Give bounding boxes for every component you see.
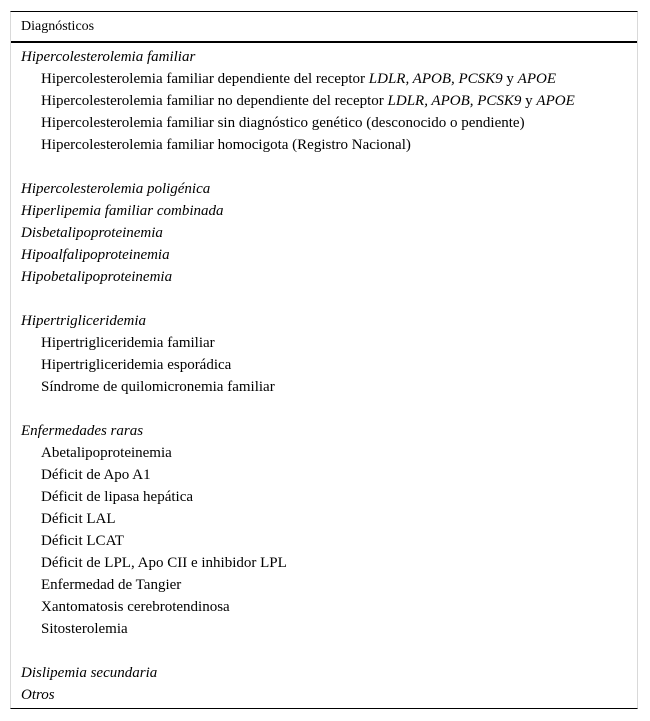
subitem-row: Déficit de LPL, Apo CII e inhibidor LPL xyxy=(41,555,287,571)
subitem-row: Hipercolesterolemia familiar homocigota (Registro Nacional) xyxy=(41,137,411,153)
subitem-row: Hipertrigliceridemia familiar xyxy=(41,335,215,351)
subitem-row: Enfermedad de Tangier xyxy=(41,577,182,593)
spacer-row xyxy=(11,156,637,178)
connector-text: y xyxy=(521,93,537,109)
category-row: Enfermedades raras xyxy=(21,423,144,439)
subitem-row: Hipercolesterolemia familiar sin diagnóstico genético (desconocido o pendiente) xyxy=(41,115,525,131)
subitem-row: Déficit LAL xyxy=(41,511,116,527)
category-row: Dislipemia secundaria xyxy=(21,665,158,681)
table-header xyxy=(11,12,637,43)
category-row: Hipoalfalipoproteinemia xyxy=(21,247,170,263)
gene-list: LDLR, APOB, PCSK9 xyxy=(387,93,522,109)
header-label: Diagnósticos xyxy=(21,19,95,34)
spacer-row xyxy=(11,640,637,662)
subitem-row: Déficit de lipasa hepática xyxy=(41,489,194,505)
subitem-text: Hipercolesterolemia familiar dependiente del receptor xyxy=(41,71,369,87)
subitem-row: Déficit de Apo A1 xyxy=(41,467,151,483)
gene-name: APOE xyxy=(536,93,575,109)
gene-name: APOE xyxy=(517,71,556,87)
spacer-row xyxy=(11,288,637,310)
connector-text: y xyxy=(502,71,518,87)
category-row: Hipobetalipoproteinemia xyxy=(21,269,173,285)
gene-list: LDLR, APOB, PCSK9 xyxy=(368,71,503,87)
category-row: Hipercolesterolemia familiar xyxy=(21,49,196,65)
table-body xyxy=(11,46,637,706)
category-row: Hipertrigliceridemia xyxy=(21,313,146,329)
subitem-row: Síndrome de quilomicronemia familiar xyxy=(41,379,275,395)
subitem-row xyxy=(11,90,637,112)
category-row: Otros xyxy=(21,687,55,703)
subitem-text: Hipercolesterolemia familiar no dependiente del receptor xyxy=(41,93,388,109)
subitem-row: Déficit LCAT xyxy=(41,533,124,549)
subitem-row: Abetalipoproteinemia xyxy=(41,445,172,461)
diagnostics-table xyxy=(10,11,638,709)
subitem-row: Xantomatosis cerebrotendinosa xyxy=(41,599,230,615)
spacer-row xyxy=(11,398,637,420)
subitem-row xyxy=(11,68,637,90)
category-row: Disbetalipoproteinemia xyxy=(21,225,163,241)
category-row: Hiperlipemia familiar combinada xyxy=(21,203,224,219)
subitem-row: Sitosterolemia xyxy=(41,621,128,637)
subitem-row: Hipertrigliceridemia esporádica xyxy=(41,357,232,373)
category-row: Hipercolesterolemia poligénica xyxy=(21,181,211,197)
